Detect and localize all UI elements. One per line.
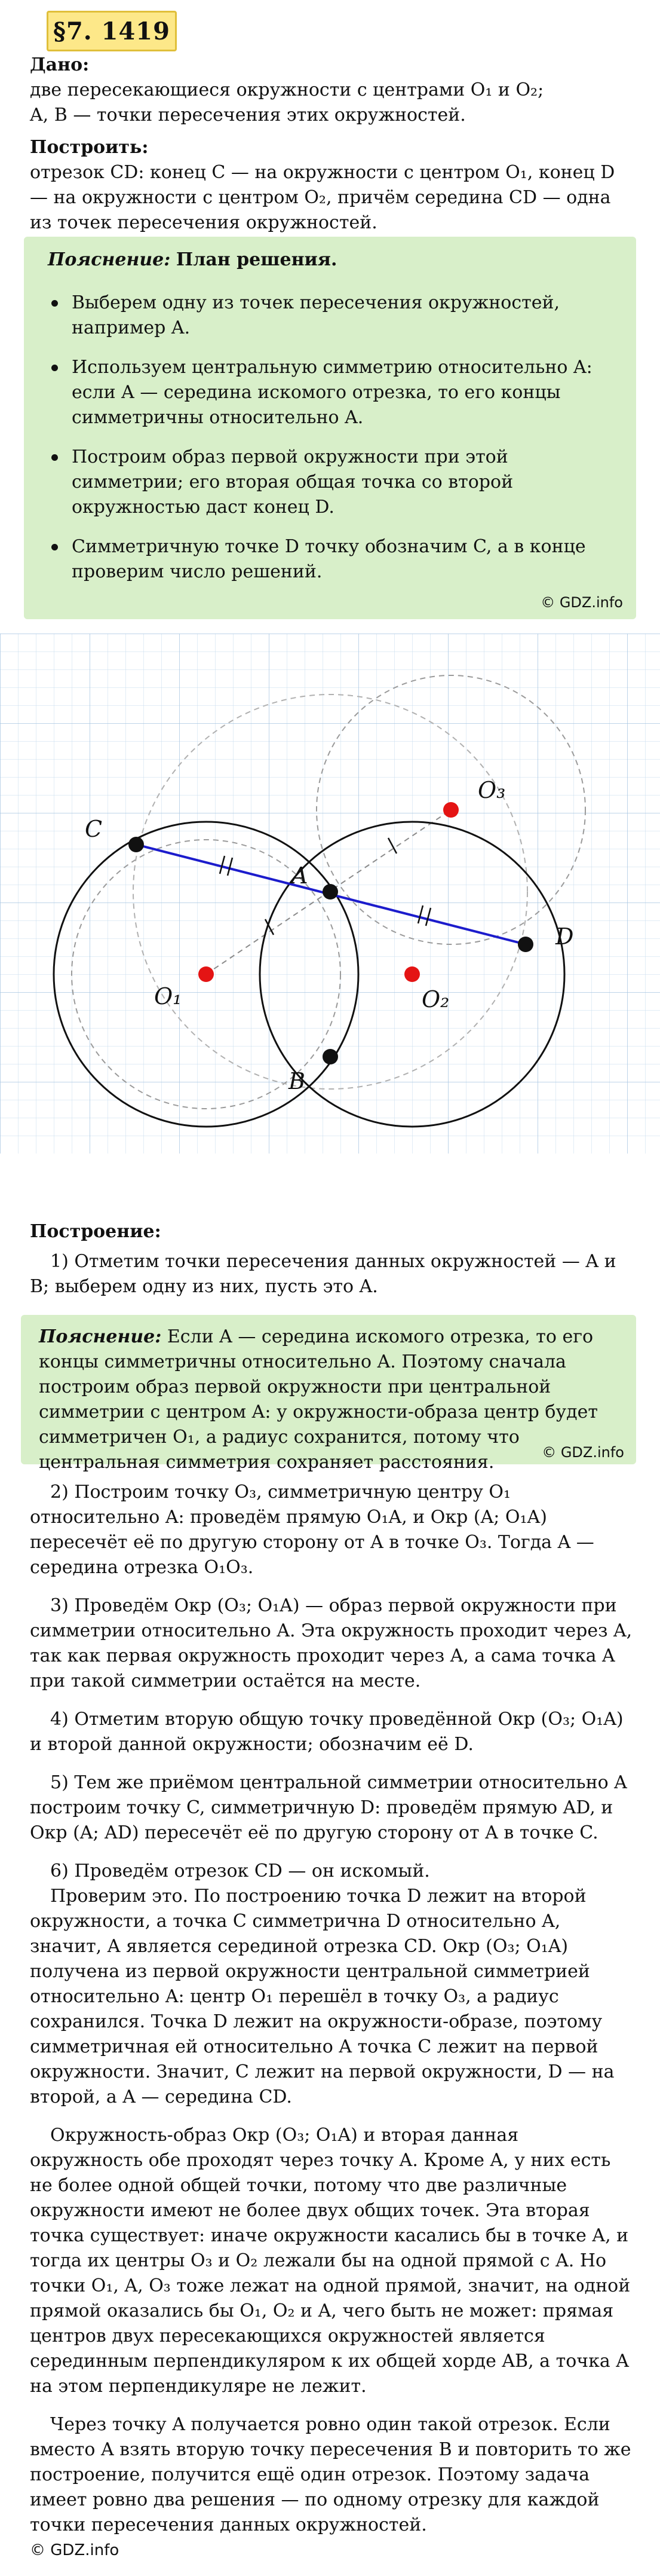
construct-heading: Построить: <box>30 137 149 158</box>
point-o2 <box>404 966 420 982</box>
step-2: 2) Построим точку O₃, симметричную центру O₁ относительно A: проведём прямую O₁A, и Окр (A; O₁A) пересечёт её по другую сторону от A в точке O₃. Тогда A — середина отрезка O₁O₃. <box>30 1482 594 1578</box>
label-o1: O₁ <box>154 983 182 1009</box>
note-box <box>21 1315 636 1473</box>
point-b <box>323 1049 338 1064</box>
problem-number-badge: §7. 1419 <box>47 11 177 51</box>
proof-paragraph: Проверим это. По построению точка D лежит на второй окружности, а точка C симметрична D относительно A, значит, A является серединой отрезка CD. Окр (O₃; O₁A) получена из первой окружности центральной симметрией относительно A: центр O₁ перешёл в точку O₃, а радиус сохранился. Точка D лежит на окружности-образе, поэтому симметричная ей относительно A точка C лежит на первой окружности. Значит, C лежит на первой окружности, D — на второй, а A — середина CD. <box>30 1886 615 2107</box>
label-o2: O₂ <box>422 986 450 1012</box>
plan-item: Симметричную точке D точку обозначим C, а в конце проверим число решений. <box>48 534 612 585</box>
plan-list <box>48 290 612 585</box>
construction-section <box>30 1219 633 1313</box>
label-d: D <box>555 923 574 950</box>
plan-box <box>24 237 636 619</box>
step-6: 6) Проведём отрезок CD — он искомый. <box>50 1861 430 1881</box>
note-paragraph <box>39 1324 618 1475</box>
construct-text: отрезок CD: конец C — на окружности с центром O₁, конец D — на окружности с центром O₂, причём середина CD — одна из точек пересечения окружностей. <box>30 162 615 233</box>
plan-item: Построим образ первой окружности при этой симметрии; его вторая общая точка со второй окружностью даст конец D. <box>48 445 612 520</box>
step-1: 1) Отметим точки пересечения данных окружностей — A и B; выберем одну из них, пусть это A. <box>30 1251 616 1297</box>
conclusion-paragraph: Через точку A получается ровно один такой отрезок. Если вместо A взять вторую точку пересечения B и повторить то же построение, получится ещё один отрезок. Поэтому задача имеет ровно два решения — по одному отрезку для каждой точки пересечения данных окружностей. <box>30 2414 631 2535</box>
plan-credit: © GDZ.info <box>541 594 623 611</box>
plan-label: Пояснение: <box>48 249 171 270</box>
given-section <box>30 53 633 128</box>
label-a: A <box>291 862 308 889</box>
plan-heading-row <box>48 247 612 273</box>
given-line-2: A, B — точки пересечения этих окружностей. <box>30 105 466 126</box>
label-c: C <box>85 816 103 842</box>
given-heading: Дано: <box>30 54 90 75</box>
construction-figure <box>0 634 660 1154</box>
final-credit: © GDZ.info <box>30 2541 119 2559</box>
note-text: Если A — середина искомого отрезка, то его концы симметричны относительно A. Поэтому сначала построим образ первой окружности при центральной симметрии с центром A: у окружности-образа центр будет симметричен O₁, а радиус сохранится, потому что центральная симметрия сохраняет расстояния. <box>39 1326 598 1473</box>
construction-steps-continued <box>30 1480 633 2576</box>
note-label: Пояснение: <box>39 1326 162 1347</box>
point-d <box>518 937 533 952</box>
point-c <box>128 837 144 852</box>
note-credit: © GDZ.info <box>542 1444 624 1461</box>
plan-item: Выберем одну из точек пересечения окружностей, например A. <box>48 290 612 341</box>
label-b: B <box>288 1068 305 1094</box>
step-4: 4) Отметим вторую общую точку проведённой Окр (O₃; O₁A) и второй данной окружности; обозначим её D. <box>30 1709 624 1755</box>
plan-item: Используем центральную симметрию относительно A: если A — середина искомого отрезка, то его концы симметричны относительно A. <box>48 355 612 430</box>
given-line-1: две пересекающиеся окружности с центрами O₁ и O₂; <box>30 79 544 100</box>
label-o3: O₃ <box>478 777 506 803</box>
step-5: 5) Тем же приёмом центральной симметрии относительно A построим точку C, симметричную D: проведём прямую AD, и Окр (A; AD) пересечёт её по другую сторону от A в точке C. <box>30 1772 627 1843</box>
construct-section <box>30 135 633 235</box>
point-a <box>323 884 338 900</box>
point-o1 <box>198 966 214 982</box>
uniqueness-paragraph: Окружность-образ Окр (O₃; O₁A) и вторая данная окружность обе проходят через точку A. Кроме A, у них есть не более одной общей точки, потому что две различные окружности имеют не более двух общих точек. Эта вторая точка существует: иначе окружности касались бы в точке A, и тогда их центры O₃ и O₂ лежали бы на одной прямой с A. Но точки O₁, A, O₃ тоже лежат на одной прямой, значит, на одной прямой оказались бы O₁, O₂ и A, чего быть не может: прямая центров двух пересекающихся окружностей является серединным перпендикуляром к их общей хорде AB, а точка A на этом перпендикуляре не лежит. <box>30 2125 631 2397</box>
plan-heading: План решения. <box>176 249 337 270</box>
step-3: 3) Проведём Окр (O₃; O₁A) — образ первой окружности при симметрии относительно A. Эта окружность проходит через A, так как первая окружность проходит через A, а сама точка A при такой симметрии остаётся на месте. <box>30 1595 633 1691</box>
point-o3 <box>443 802 459 818</box>
construction-heading: Построение: <box>30 1221 161 1242</box>
